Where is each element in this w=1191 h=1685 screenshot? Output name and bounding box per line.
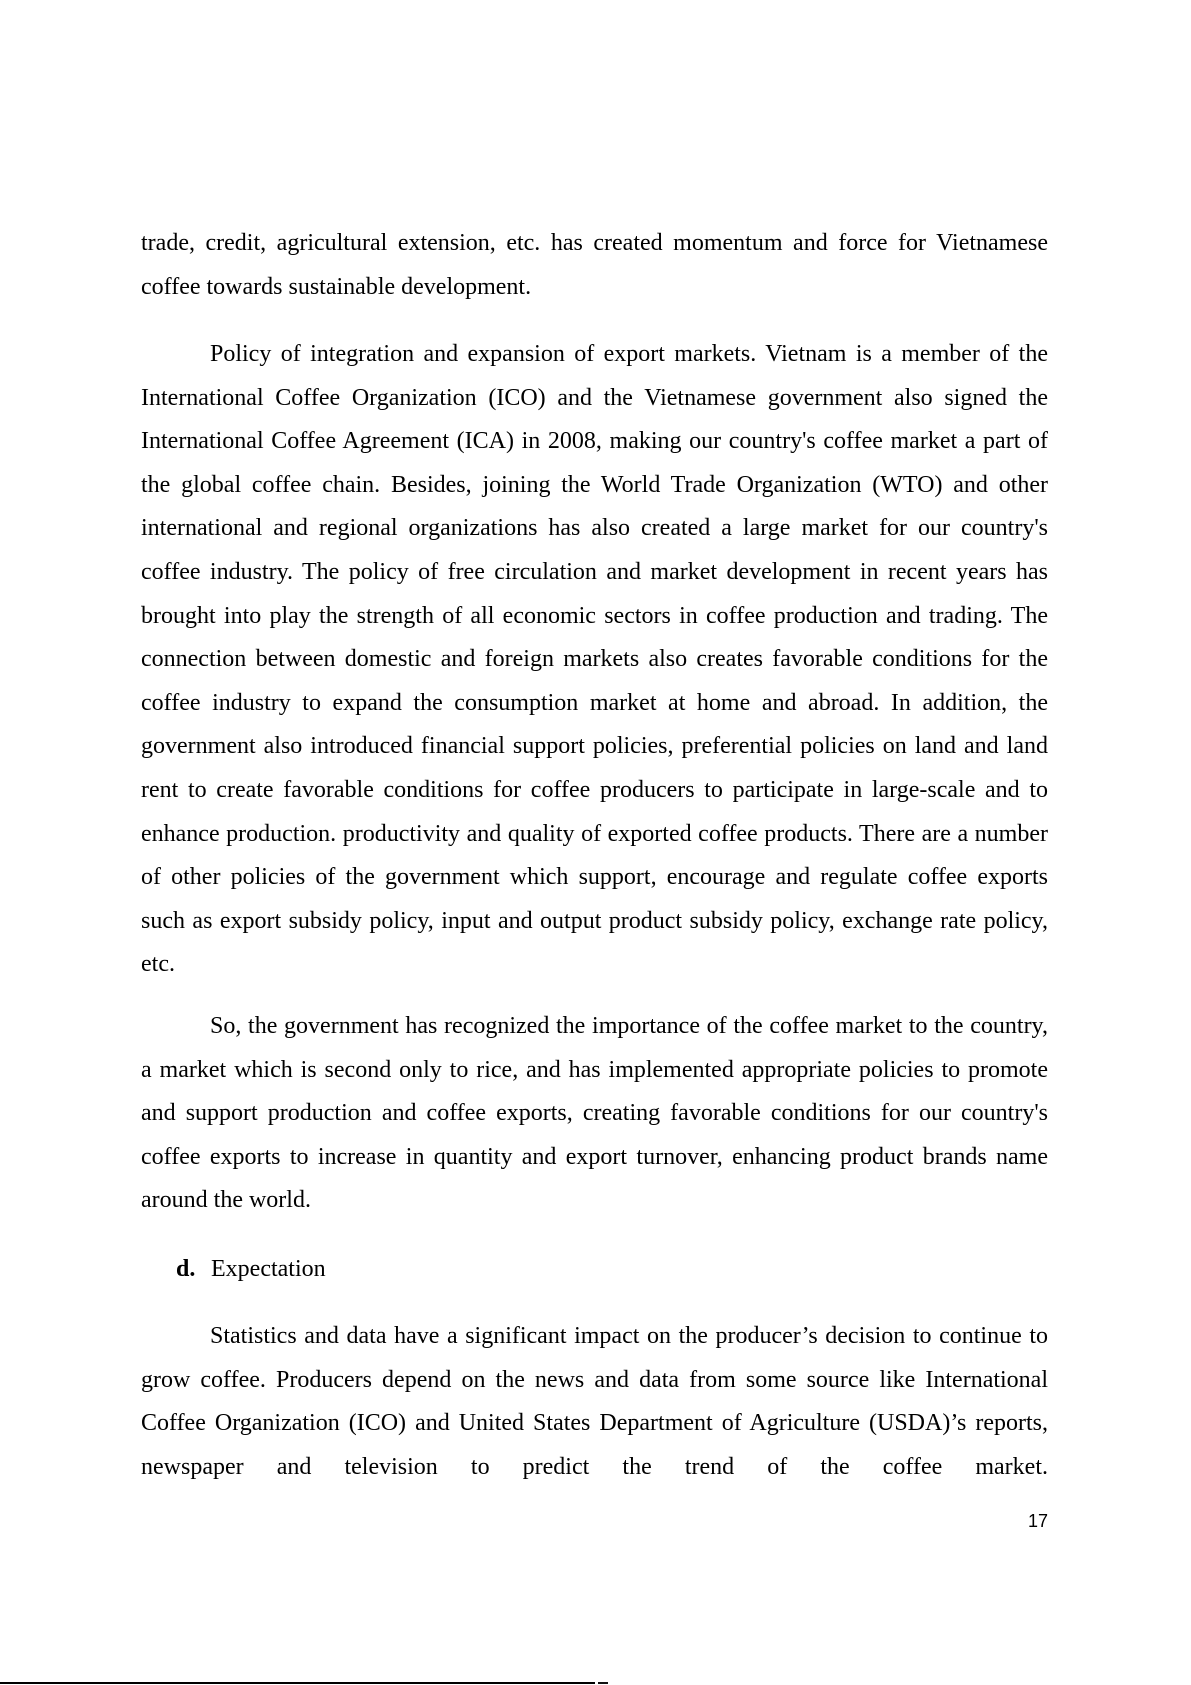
footer-rule	[0, 1682, 595, 1684]
footer-rule-segment	[598, 1682, 608, 1684]
section-title: Expectation	[211, 1256, 326, 1282]
page-number: 17	[1028, 1511, 1049, 1531]
paragraph-government-recognition: So, the government has recognized the importance of the coffee market to the country, a market which is second only to rice, and has implemented appropriate policies to promote and support production and coffee exports, creating favorable conditions for our country's coffee exports to increase in quantity and export turnover, enhancing product brands name around the world.	[141, 1013, 1048, 1214]
paragraph-export-markets-policy: Policy of integration and expansion of export markets. Vietnam is a member of the International Coffee Organization (ICO) and the Vietnamese government also signed the International Coffee Agreement (ICA) in 2008, making our country's coffee market a part of the global coffee chain. Besides, joining the World Trade Organization (WTO) and other international and regional organizations has also created a large market for our country's coffee industry. The policy of free circulation and market development in recent years has brought into play the strength of all economic sectors in coffee production and trading. The connection between domestic and foreign markets also creates favorable conditions for the coffee industry to expand the consumption market at home and abroad. In addition, the government also introduced financial support policies, preferential policies on land and land rent to create favorable conditions for coffee producers to participate in large-scale and to enhance production. productivity and quality of exported coffee products. There are a number of other policies of the government which support, encourage and regulate coffee exports such as export subsidy policy, input and output product subsidy policy, exchange rate policy, etc.	[141, 341, 1048, 978]
paragraph-statistics-expectation: Statistics and data have a significant impact on the producer’s decision to continue to grow coffee. Producers depend on the news and data from some source like International Coffee Organization (ICO) and United States Department of Agriculture (USDA)’s reports, newspaper and television to predict the trend of the coffee market.	[141, 1323, 1048, 1480]
section-heading	[176, 1248, 326, 1292]
paragraph-continuation: trade, credit, agricultural extension, etc. has created momentum and force for Vietnamese coffee towards sustainable development.	[141, 230, 1048, 300]
section-number: d.	[176, 1256, 196, 1282]
